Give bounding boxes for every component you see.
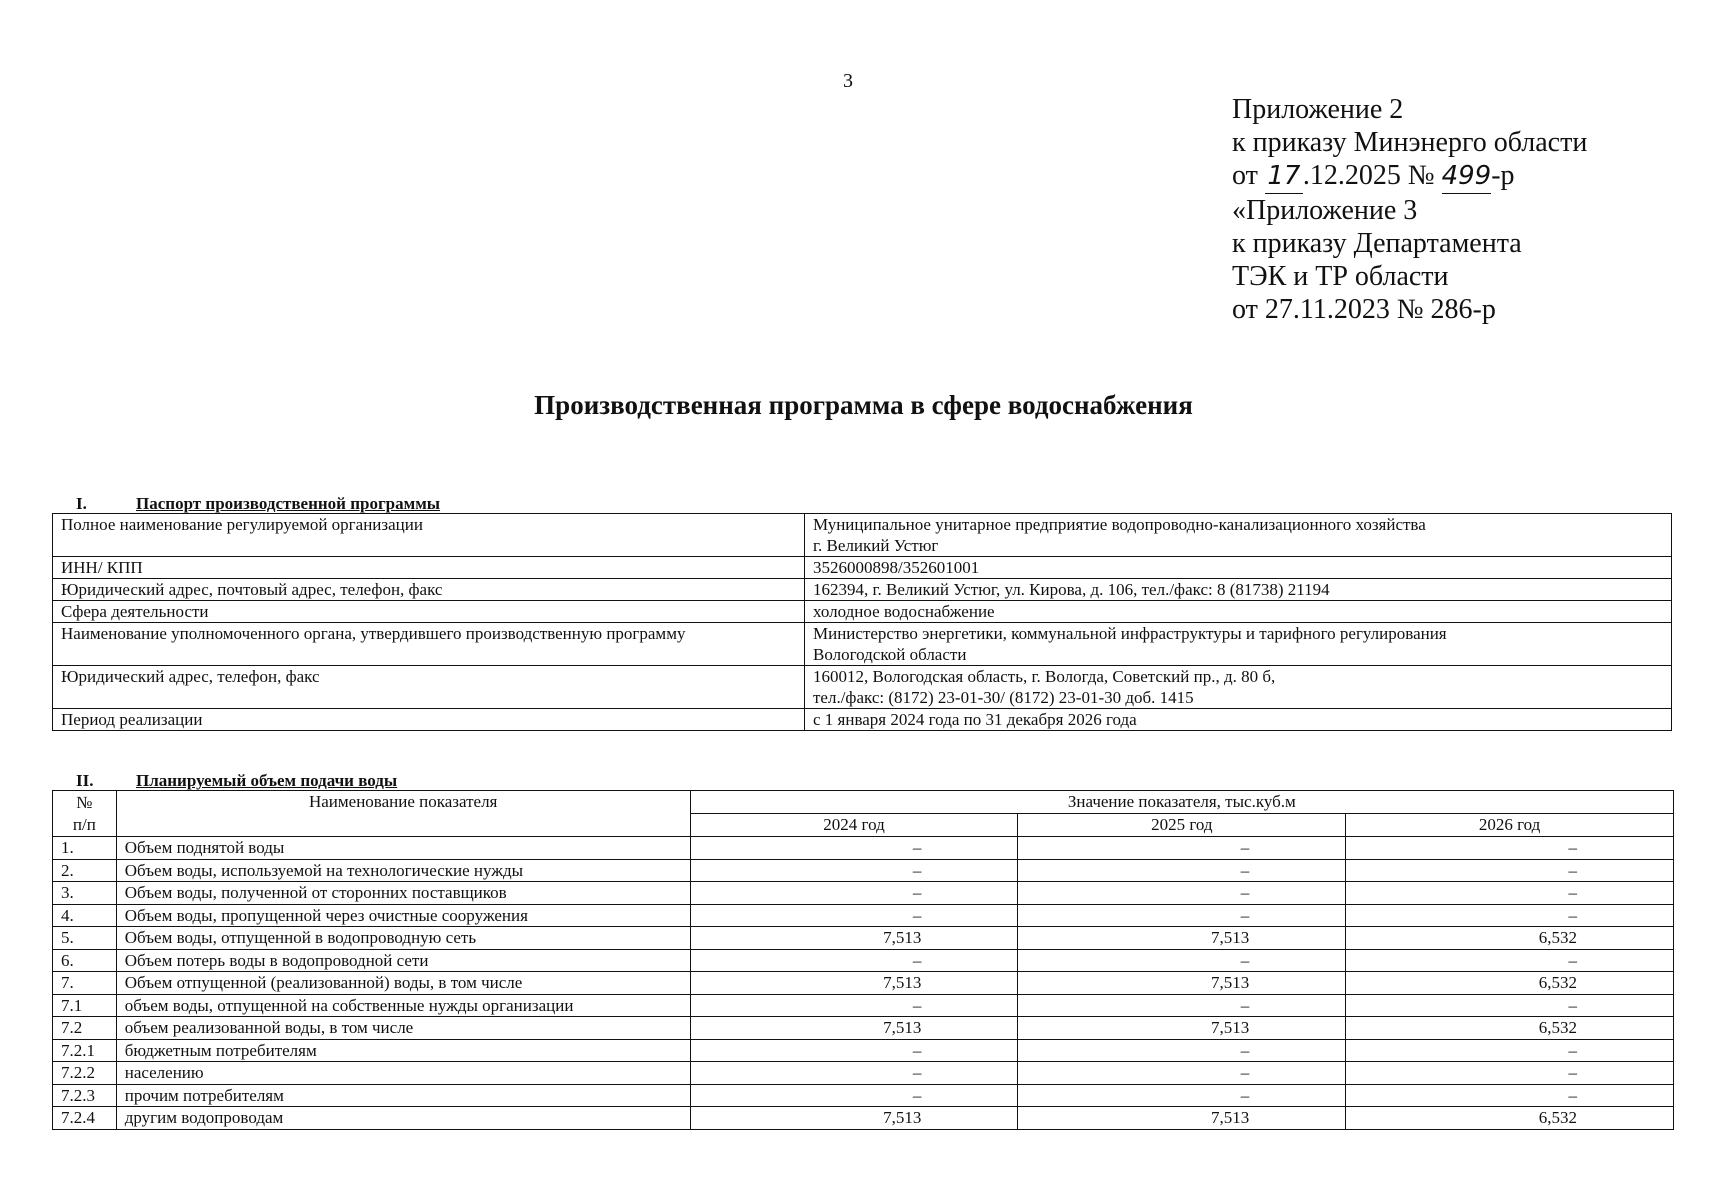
indicator-name: бюджетным потребителям [116,1039,690,1062]
passport-key: Юридический адрес, почтовый адрес, телефон, факс [53,579,805,601]
indicator-value-2024: – [690,1062,1018,1085]
appendix-line-5: к приказу Департамента [1232,228,1522,259]
indicator-value-2026: – [1346,882,1674,905]
indicator-value-2024: – [690,994,1018,1017]
passport-key: ИНН/ КПП [53,557,805,579]
indicator-name: Объем потерь воды в водопроводной сети [116,949,690,972]
indicator-value-2024: – [690,859,1018,882]
section-1-heading [76,494,440,514]
row-number: 7.2 [53,1017,117,1040]
indicator-value-2025: – [1018,837,1346,860]
section-2-heading [76,771,397,791]
indicator-value-2025: – [1018,859,1346,882]
passport-row [53,666,1672,709]
table-row [53,1062,1674,1085]
indicator-value-2026: – [1346,1062,1674,1085]
section-2-title: Планируемый объем подачи воды [136,771,398,790]
indicator-name: Объем поднятой воды [116,837,690,860]
table-row [53,859,1674,882]
table-row [53,904,1674,927]
passport-row [53,579,1672,601]
appendix-line-4: «Приложение 3 [1232,195,1418,226]
indicator-value-2025: – [1018,882,1346,905]
indicator-value-2026: – [1346,994,1674,1017]
indicator-value-2025: – [1018,1039,1346,1062]
row-number: 6. [53,949,117,972]
appendix-line-7: от 27.11.2023 № 286-р [1232,294,1496,325]
indicator-name: другим водопроводам [116,1107,690,1130]
col-header-year-2026: 2026 год [1346,814,1674,837]
passport-value-line: 162394, г. Великий Устюг, ул. Кирова, д. 106, тел./факс: 8 (81738) 21194 [813,580,1330,599]
passport-value-line: тел./факс: (8172) 23-01-30/ (8172) 23-01-30 доб. 1415 [813,688,1194,707]
indicator-value-2026: – [1346,949,1674,972]
indicator-value-2024: – [690,1039,1018,1062]
passport-value-line: 160012, Вологодская область, г. Вологда, Советский пр., д. 80 б, [813,667,1276,686]
passport-row [53,709,1672,731]
indicator-name: объем реализованной воды, в том числе [116,1017,690,1040]
indicator-value-2025: 7,513 [1018,1017,1346,1040]
col-header-name: Наименование показателя [116,791,690,837]
indicator-value-2026: – [1346,1084,1674,1107]
water-volume-table [52,790,1674,1130]
passport-value-line: Муниципальное унитарное предприятие водопроводно-канализационного хозяйства [813,515,1426,534]
section-2-number: II. [76,771,94,790]
indicator-value-2025: – [1018,1062,1346,1085]
col-header-year-2025: 2025 год [1018,814,1346,837]
indicator-value-2024: 7,513 [690,972,1018,995]
row-number: 1. [53,837,117,860]
handwritten-day: 17 [1265,160,1303,194]
passport-value-line: с 1 января 2024 года по 31 декабря 2026 года [813,710,1137,729]
row-number: 4. [53,904,117,927]
passport-value-line: 3526000898/352601001 [813,558,980,577]
indicator-value-2026: – [1346,1039,1674,1062]
passport-value-line: Министерство энергетики, коммунальной инфраструктуры и тарифного регулирования [813,624,1447,643]
indicator-value-2025: – [1018,994,1346,1017]
appendix-date-suffix: -р [1491,160,1515,191]
table-row [53,949,1674,972]
indicator-value-2026: 6,532 [1346,927,1674,950]
row-number: 5. [53,927,117,950]
indicator-name: Объем отпущенной (реализованной) воды, в том числе [116,972,690,995]
indicator-value-2024: – [690,904,1018,927]
table-row [53,1017,1674,1040]
appendix-header [1232,93,1587,326]
appendix-date-mid: .12.2025 № [1302,160,1442,191]
section-1-number: I. [76,494,87,513]
indicator-name: Объем воды, используемой на технологические нужды [116,859,690,882]
passport-value-line: холодное водоснабжение [813,602,995,621]
indicator-value-2024: – [690,882,1018,905]
col-header-year-2024: 2024 год [690,814,1018,837]
table-row [53,837,1674,860]
indicator-name: объем воды, отпущенной на собственные нужды организации [116,994,690,1017]
passport-key: Наименование уполномоченного органа, утвердившего производственную программу [53,623,805,666]
indicator-name: Объем воды, пропущенной через очистные сооружения [116,904,690,927]
row-number: 2. [53,859,117,882]
indicator-value-2025: – [1018,949,1346,972]
indicator-name: Объем воды, отпущенной в водопроводную сеть [116,927,690,950]
indicator-value-2025: – [1018,904,1346,927]
indicator-value-2024: 7,513 [690,1017,1018,1040]
passport-value [805,601,1672,623]
section-1-title: Паспорт производственной программы [136,494,441,513]
indicator-value-2026: – [1346,904,1674,927]
appendix-line-1: Приложение 2 [1232,94,1404,125]
passport-row [53,557,1672,579]
table-row [53,972,1674,995]
indicator-value-2026: 6,532 [1346,1017,1674,1040]
passport-value [805,666,1672,709]
indicator-value-2026: – [1346,837,1674,860]
col-header-number-line1: № [76,792,93,812]
table-row [53,994,1674,1017]
appendix-line-2: к приказу Минэнерго области [1232,127,1588,158]
indicator-name: прочим потребителям [116,1084,690,1107]
page-number: 3 [843,70,853,92]
table-row [53,882,1674,905]
indicator-value-2024: – [690,1084,1018,1107]
indicator-name: населению [116,1062,690,1085]
row-number: 7.2.3 [53,1084,117,1107]
row-number: 7.2.4 [53,1107,117,1130]
passport-table [52,513,1672,731]
passport-key: Полное наименование регулируемой организации [53,514,805,557]
col-header-number-line2: п/п [72,814,96,834]
passport-row [53,514,1672,557]
passport-value [805,514,1672,557]
document-title: Производственная программа в сфере водоснабжения [534,390,1193,420]
passport-row [53,623,1672,666]
handwritten-order-number: 499 [1442,160,1492,194]
indicator-value-2025: 7,513 [1018,927,1346,950]
row-number: 3. [53,882,117,905]
indicator-value-2025: 7,513 [1018,972,1346,995]
indicator-value-2024: 7,513 [690,927,1018,950]
table-row [53,1084,1674,1107]
col-header-values: Значение показателя, тыс.куб.м [690,791,1673,814]
row-number: 7.2.1 [53,1039,117,1062]
indicator-value-2024: – [690,837,1018,860]
appendix-line-3 [1232,159,1587,194]
passport-value-line: г. Великий Устюг [813,536,939,555]
row-number: 7. [53,972,117,995]
indicator-name: Объем воды, полученной от сторонних поставщиков [116,882,690,905]
passport-value [805,709,1672,731]
passport-row [53,601,1672,623]
appendix-line-6: ТЭК и ТР области [1232,261,1449,292]
passport-key: Сфера деятельности [53,601,805,623]
appendix-date-prefix: от [1232,160,1265,191]
passport-value [805,623,1672,666]
passport-value [805,557,1672,579]
indicator-value-2026: 6,532 [1346,972,1674,995]
table-row [53,1039,1674,1062]
row-number: 7.1 [53,994,117,1017]
indicator-value-2024: 7,513 [690,1107,1018,1130]
indicator-value-2026: 6,532 [1346,1107,1674,1130]
table-row [53,927,1674,950]
passport-value [805,579,1672,601]
passport-value-line: Вологодской области [813,645,967,664]
passport-key: Период реализации [53,709,805,731]
indicator-value-2025: – [1018,1084,1346,1107]
row-number: 7.2.2 [53,1062,117,1085]
indicator-value-2024: – [690,949,1018,972]
col-header-number [53,791,117,837]
indicator-value-2025: 7,513 [1018,1107,1346,1130]
passport-key: Юридический адрес, телефон, факс [53,666,805,709]
table-row [53,1107,1674,1130]
indicator-value-2026: – [1346,859,1674,882]
